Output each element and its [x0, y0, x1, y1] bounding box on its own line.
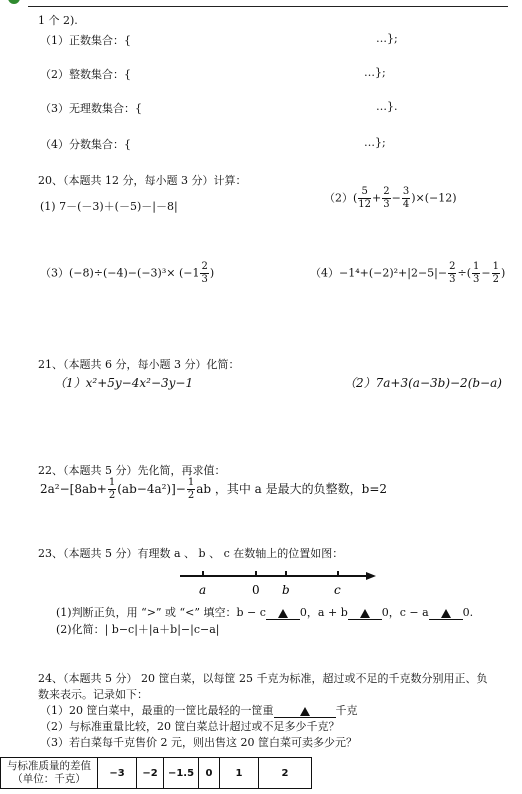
q24-part1: （1）20 筐白菜中，最重的一筐比最轻的一筐重 千克 — [40, 704, 358, 717]
table-cell: −1.5 — [164, 758, 199, 789]
q23-heading: 23、（本题共 5 分）有理数 a 、 b 、 c 在数轴上的位置如图： — [38, 547, 344, 560]
triangle-marker-icon — [360, 609, 370, 618]
table-header-cell: 与标准质量的差值 （单位：千克） — [1, 758, 98, 789]
set-irrational-label: （3）无理数集合：{ — [40, 102, 142, 115]
set-fraction-end: …}; — [364, 136, 386, 149]
table-cell: −3 — [98, 758, 137, 789]
table-cell: 0 — [199, 758, 220, 789]
q24-part3: （3）若白菜每千克售价 2 元，则出售这 20 筐白菜可卖多少元？ — [40, 736, 357, 749]
label-a: a — [199, 583, 207, 597]
q24-heading: 24、（本题共 5 分） 20 筐白菜，以每筐 25 千克为标准，超过或不足的千克数分别用正、负 — [38, 672, 488, 685]
blank-3 — [429, 607, 463, 620]
label-c: c — [334, 583, 341, 597]
q24-part2: （2）与标准重量比较，20 筐白菜总计超过或不足多少千克？ — [40, 720, 340, 733]
q20-part3: （3）(−8)÷(−4)−(−3)³× (−1 $\frac{2}{3}$ ) — [40, 261, 215, 285]
triangle-marker-icon — [278, 609, 288, 618]
q20-heading: 20、（本题共 12 分，每小题 3 分）计算： — [38, 174, 247, 187]
q23-part1: (1)判断正负，用 “>” 或 “<” 填空：b − c 0，a + b 0，c − a 0. — [56, 606, 474, 619]
weight-difference-table — [0, 757, 312, 789]
set-integer-end: …}; — [364, 66, 386, 79]
q24-heading-2: 数来表示。记录如下： — [38, 688, 148, 701]
q20-part2: （2）( $\frac{5}{12}$ + $\frac{2}{3}$ − $\frac{3}{4}$ )×(−12) — [324, 186, 457, 210]
q21-part2: （2）7a+3(a−3b)−2(b−a) — [344, 376, 502, 390]
header-rule — [28, 6, 508, 7]
q20-part4: （4）−1⁴+(−2)²+|2−5|− $\frac{2}{3}$ ÷( $\frac{1}{3}$ − $\frac{1}{2}$ ) — [310, 261, 506, 285]
set-positive-end: …}; — [376, 32, 398, 45]
school-logo-icon — [8, 0, 20, 4]
q21-heading: 21、（本题共 6 分，每小题 3 分）化简： — [38, 358, 240, 371]
blank-2 — [348, 607, 382, 620]
blank-1 — [266, 607, 300, 620]
number-line-arrow — [366, 572, 376, 580]
label-0: 0 — [252, 583, 260, 597]
top-line: 1 个 2). — [38, 14, 78, 27]
set-fraction-label: （4）分数集合：{ — [40, 138, 131, 151]
blank-weight-diff — [274, 705, 336, 718]
set-irrational-end: …}. — [376, 100, 398, 113]
table-cell: 1 — [220, 758, 259, 789]
table-cell: 2 — [259, 758, 312, 789]
q23-part2: (2)化简：| b−c|＋|a＋b|−|c−a| — [56, 623, 220, 636]
set-positive-label: （1）正数集合：{ — [40, 34, 131, 47]
q21-part1: （1）x²+5y−4x²−3y−1 — [54, 376, 194, 390]
table-cell: −2 — [137, 758, 164, 789]
q20-part1: (1) 7－(－3)＋(－5)－|－8| — [40, 200, 178, 213]
set-integer-label: （2）整数集合：{ — [40, 68, 131, 81]
number-line — [170, 562, 380, 602]
q22-expression: 2a²−[8ab+ $\frac{1}{2}$ (ab−4a²)]− $\frac{1}{2}$ ab ，其中 a 是最大的负整数，b=2 — [40, 477, 388, 501]
q22-heading: 22、（本题共 5 分）先化简，再求值： — [38, 464, 226, 477]
label-b: b — [282, 583, 290, 597]
triangle-marker-icon — [300, 707, 310, 716]
triangle-marker-icon — [441, 609, 451, 618]
